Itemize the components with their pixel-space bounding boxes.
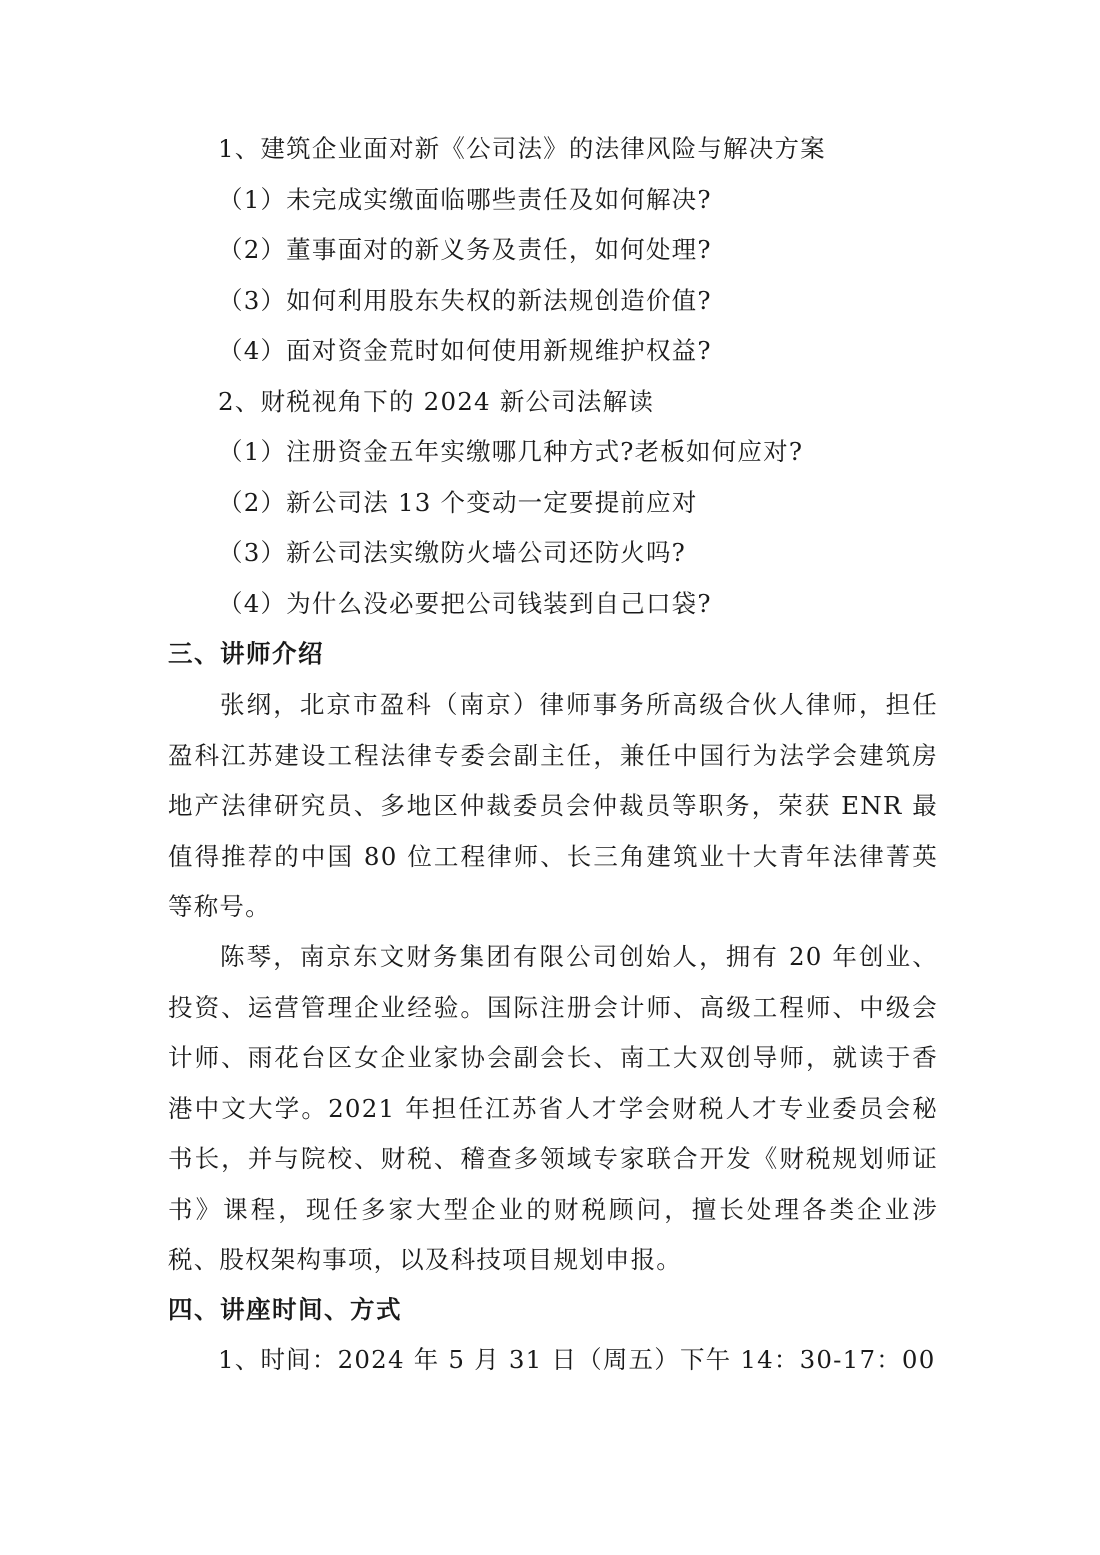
topic-1-item-2: （2）董事面对的新义务及责任，如何处理? bbox=[218, 235, 712, 264]
section-3-heading: 三、讲师介绍 bbox=[168, 639, 324, 668]
topic-1-item-1: （1）未完成实缴面临哪些责任及如何解决? bbox=[218, 185, 712, 214]
topic-2-item-2: （2）新公司法 13 个变动一定要提前应对 bbox=[218, 488, 698, 517]
topic-2-item-1: （1）注册资金五年实缴哪几种方式?老板如何应对? bbox=[218, 437, 804, 466]
topic-2-item-3: （3）新公司法实缴防火墙公司还防火吗? bbox=[218, 538, 687, 567]
topic-1-item-3: （3）如何利用股东失权的新法规创造价值? bbox=[218, 286, 712, 315]
topic-2-title: 2、财税视角下的 2024 新公司法解读 bbox=[218, 387, 655, 416]
section-4-heading: 四、讲座时间、方式 bbox=[168, 1295, 402, 1324]
lecturer-1-bio: 张纲，北京市盈科（南京）律师事务所高级合伙人律师，担任盈科江苏建设工程法律专委会副主任，兼任中国行为法学会建筑房地产法律研究员、多地区仲裁委员会仲裁员等职务，荣获 ENR 最值得推荐的中国 80 位工程律师、长三角建筑业十大青年法律菁英等称号。 bbox=[168, 690, 938, 921]
topic-1-item-4: （4）面对资金荒时如何使用新规维护权益? bbox=[218, 336, 712, 365]
lecturer-2-bio: 陈琴，南京东文财务集团有限公司创始人，拥有 20 年创业、投资、运营管理企业经验。国际注册会计师、高级工程师、中级会计师、雨花台区女企业家协会副会长、南工大双创导师，就读于香港中文大学。2021 年担任江苏省人才学会财税人才专业委员会秘书长，并与院校、财税、稽查多领域专家联合开发《财税规划师证书》课程，现任多家大型企业的财税顾问，擅长处理各类企业涉税、股权架构事项，以及科技项目规划申报。 bbox=[168, 942, 938, 1274]
lecture-time: 1、时间：2024 年 5 月 31 日（周五）下午 14：30-17：00 bbox=[218, 1345, 936, 1374]
topic-1-title: 1、建筑企业面对新《公司法》的法律风险与解决方案 bbox=[218, 134, 826, 163]
topic-2-item-4: （4）为什么没必要把公司钱装到自己口袋? bbox=[218, 589, 712, 618]
